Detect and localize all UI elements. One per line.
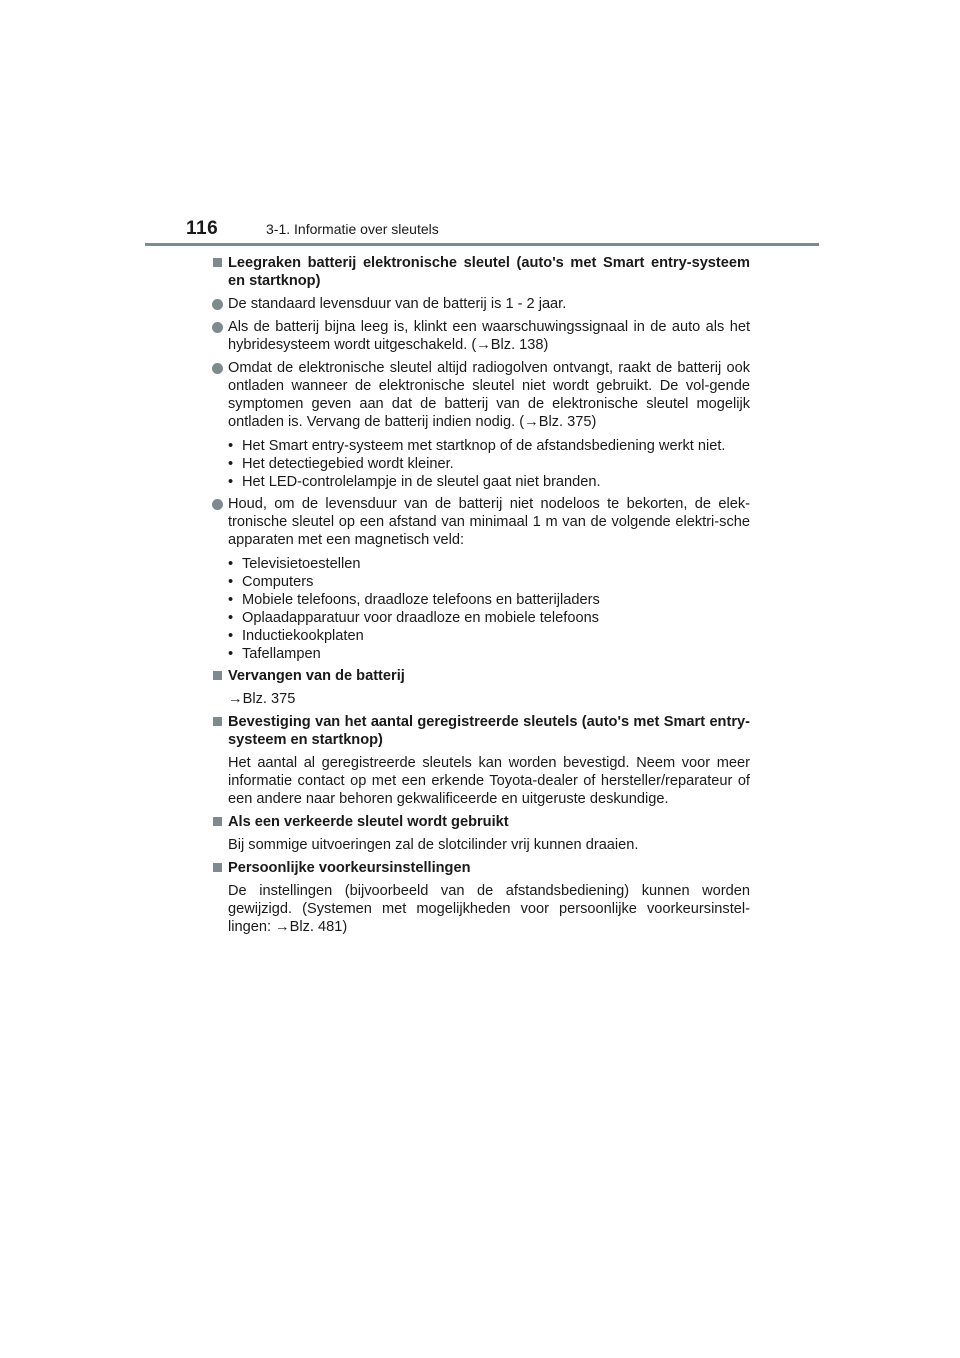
section-body: De instellingen (bijvoorbeeld van de afstandsbediening) kunnen worden gewijzigd. (Systemen met mogelijkheden voor persoonlijke voorkeursinstel-lingen: →Blz. 481)	[228, 883, 750, 935]
bullet-item	[210, 318, 750, 354]
list-item: • Oplaadapparatuur voor draadloze en mobiele telefoons	[228, 609, 750, 627]
device-list	[210, 555, 750, 663]
section-title: Vervangen van de batterij	[228, 668, 405, 684]
page-content	[210, 254, 750, 941]
bullet-text: Houd, om de levensduur van de batterij niet nodeloos te bekorten, de elek-tronische sleutel op een afstand van minimaal 1 m van de volgende elektri-sche apparaten met een magnetisch veld:	[228, 496, 750, 548]
list-item: • Mobiele telefoons, draadloze telefoons en batterijladers	[228, 591, 750, 609]
square-bullet-icon	[213, 258, 222, 267]
page-header	[186, 218, 439, 240]
list-item: • Computers	[228, 573, 750, 591]
header-divider	[145, 243, 819, 246]
page-number: 116	[186, 218, 219, 239]
square-bullet-icon	[213, 717, 222, 726]
list-item: • Inductiekookplaten	[228, 627, 750, 645]
section-title: Persoonlijke voorkeursinstellingen	[228, 860, 471, 876]
circle-bullet-icon	[212, 322, 223, 333]
section-personal-settings	[210, 859, 750, 877]
section-battery-depletion	[210, 254, 750, 290]
section-title: Leegraken batterij elektronische sleutel (auto's met Smart entry-systeem en startknop)	[228, 255, 750, 289]
circle-bullet-icon	[212, 363, 223, 374]
section-title: Bevestiging van het aantal geregistreerde sleutels (auto's met Smart entry-systeem en startknop)	[228, 714, 750, 748]
section-body: Het aantal al geregistreerde sleutels kan worden bevestigd. Neem voor meer informatie contact op met een erkende Toyota-dealer of hersteller/reparateur of een andere naar behoren gekwalificeerde en uitgeruste deskundige.	[228, 755, 750, 807]
list-item: • Het detectiegebied wordt kleiner.	[228, 455, 750, 473]
bullet-text: Als de batterij bijna leeg is, klinkt een waarschuwingssignaal in de auto als het hybridesysteem wordt uitgeschakeld. (→Blz. 138)	[228, 319, 750, 353]
square-bullet-icon	[213, 817, 222, 826]
list-item: • Het Smart entry-systeem met startknop of de afstandsbediening werkt niet.	[228, 437, 750, 455]
circle-bullet-icon	[212, 499, 223, 510]
bullet-text: De standaard levensduur van de batterij is 1 - 2 jaar.	[228, 296, 567, 312]
symptom-list	[210, 437, 750, 491]
list-item: • Televisietoestellen	[228, 555, 750, 573]
list-item: • Het LED-controlelampje in de sleutel gaat niet branden.	[228, 473, 750, 491]
chapter-title: 3-1. Informatie over sleutels	[266, 221, 439, 237]
bullet-item	[210, 295, 750, 313]
square-bullet-icon	[213, 863, 222, 872]
bullet-item	[210, 359, 750, 431]
bullet-item	[210, 495, 750, 549]
section-body: Bij sommige uitvoeringen zal de slotcilinder vrij kunnen draaien.	[228, 837, 639, 853]
section-key-registration	[210, 713, 750, 749]
list-item: • Tafellampen	[228, 645, 750, 663]
section-title: Als een verkeerde sleutel wordt gebruikt	[228, 814, 509, 830]
square-bullet-icon	[213, 671, 222, 680]
section-battery-replacement	[210, 667, 750, 685]
section-wrong-key	[210, 813, 750, 831]
section-body: →Blz. 375	[228, 691, 296, 707]
circle-bullet-icon	[212, 299, 223, 310]
bullet-text: Omdat de elektronische sleutel altijd radiogolven ontvangt, raakt de batterij ook ontladen wanneer de elektronische sleutel niet wordt gebruikt. De vol-gende symptomen geven aan dat de batterij van de elektronische sleutel mogelijk ontladen is. Vervang de batterij indien nodig. (→Blz. 375)	[228, 360, 750, 430]
